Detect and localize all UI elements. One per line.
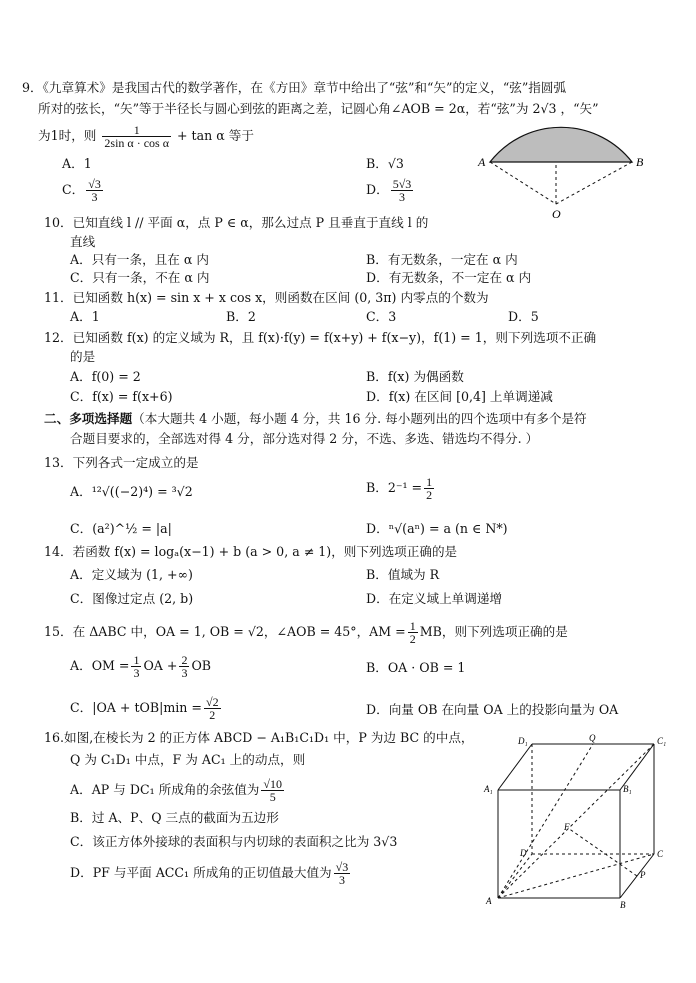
q9-option-d[interactable]	[366, 178, 415, 203]
q10-stem-line1: 10．已知直线 l // 平面 α，点 P ∈ α，那么过点 P 且垂直于直线 l 的	[44, 215, 429, 230]
q15-stem-start: 15．在 ΔABC 中，OA = 1, OB = √2，∠AOB = 45°，AM =	[44, 624, 406, 639]
q9-option-c-num: √3	[88, 177, 101, 191]
q9-option-d-label: D．	[366, 182, 389, 197]
q9-stem-line3-start: 为1时，则	[38, 128, 97, 143]
q14-option-b[interactable]: B．值域为 R	[366, 567, 440, 582]
q12-stem-line2: 的是	[70, 349, 96, 364]
cube-label-b1: B₁	[623, 784, 632, 794]
q15-option-b[interactable]: B．OA · OB = 1	[366, 660, 466, 675]
q14-option-d[interactable]: D．在定义域上单调递增	[366, 591, 503, 606]
q15-stem	[44, 620, 568, 645]
q9-stem-line3	[38, 124, 254, 149]
q15-stem-end: MB，则下列选项正确的是	[419, 624, 568, 639]
q14-option-c[interactable]: C．图像过定点 (2, b)	[70, 591, 194, 606]
section2-title: 二、多项选择题	[44, 411, 133, 426]
q13-option-a[interactable]: A．¹²√((−2)⁴) = ³√2	[70, 484, 193, 499]
q16-option-d-label: D．PF 与平面 ACC₁ 所成角的正切值最大值为	[70, 865, 332, 880]
q10-option-a[interactable]: A．只有一条，且在 α 内	[70, 252, 209, 267]
q9-stem-line2: 所对的弦长，“矢”等于半径长与圆心到弦的距离之差，记圆心角∠AOB = 2α，若“弦”为 2√3 ，“矢”	[38, 101, 599, 116]
q14-option-a[interactable]: A．定义域为 (1, +∞)	[70, 567, 193, 582]
q16-option-a-label: A．AP 与 DC₁ 所成角的余弦值为	[70, 782, 260, 797]
q16-option-d[interactable]	[70, 861, 352, 886]
q14-stem: 14．若函数 f(x) = logₐ(x−1) + b (a > 0, a ≠ 1)，则下列选项正确的是	[44, 544, 458, 559]
cube-diagonal-ac1	[498, 744, 654, 898]
q12-option-b[interactable]: B．f(x) 为偶函数	[366, 369, 464, 384]
q11-option-b[interactable]: B．2	[226, 309, 256, 324]
q11-option-a[interactable]: A．1	[70, 309, 100, 324]
q15-option-a-frac1	[131, 654, 141, 679]
cube-label-c: C	[657, 849, 664, 859]
q15-stem-frac	[408, 620, 418, 645]
q13-option-b[interactable]	[366, 476, 436, 501]
section2-desc-line1: （本大题共 4 小题，每小题 4 分，共 16 分. 每小题列出的四个选项中有多个是符	[132, 411, 587, 426]
cube-edge-a1d1	[498, 744, 532, 790]
q15-option-a-frac2	[179, 654, 189, 679]
cube-label-d: D	[520, 848, 527, 858]
q12-option-c[interactable]: C．f(x) = f(x+6)	[70, 389, 173, 404]
q15-option-a-d1: 3	[133, 666, 140, 680]
q16-option-b[interactable]: B．过 A、P、Q 三点的截面为五边形	[70, 810, 279, 825]
q9-option-c[interactable]	[62, 178, 105, 203]
q11-stem: 11．已知函数 h(x) = sin x + x cos x，则函数在区间 (0, 3π) 内零点的个数为	[44, 290, 489, 305]
q15-option-a-d2: 3	[181, 666, 188, 680]
cube-label-a1: A₁	[484, 784, 493, 794]
q15-stem-den: 2	[409, 632, 416, 646]
q9-arc-figure	[476, 118, 646, 222]
q11-option-d[interactable]: D．5	[508, 309, 539, 324]
q13-option-c[interactable]: C．(a²)^½ = |a|	[70, 521, 172, 536]
q13-option-b-num: 1	[426, 475, 433, 489]
section2-heading	[44, 411, 587, 427]
q16-option-d-den: 3	[338, 873, 345, 887]
q16-option-d-frac	[334, 861, 351, 886]
cube-label-p: P	[640, 870, 646, 880]
q13-option-b-label: B．2⁻¹ =	[366, 480, 423, 495]
q9-label-a: A	[478, 155, 486, 169]
q10-option-d[interactable]: D．有无数条，不一定在 α 内	[366, 270, 532, 285]
q15-option-c-label: C．|OA + tOB|min =	[70, 700, 202, 715]
q9-label-o: O	[552, 207, 561, 221]
q9-option-c-label: C．	[62, 182, 85, 197]
cube-line-aq	[498, 744, 593, 898]
section2-desc-line2: 合题目要求的，全部选对得 4 分，部分选对得 2 分，不选、多选、错选均不得分. ）	[70, 431, 539, 446]
q15-option-a-n2: 2	[181, 653, 188, 667]
q15-option-c-den: 2	[209, 708, 216, 722]
q9-stem-line1: 9．《九章算术》是我国古代的数学著作，在《方田》章节中给出了“弦”和“矢”的定义，“弦”指圆弧	[22, 80, 567, 95]
q12-stem-line1: 12．已知函数 f(x) 的定义域为 R，且 f(x)·f(y) = f(x+y) + f(x−y)，f(1) = 1，则下列选项不正确	[44, 330, 597, 345]
cube-label-q: Q	[589, 733, 596, 743]
q9-segment-shaded	[490, 127, 632, 162]
q13-stem: 13．下列各式一定成立的是	[44, 455, 199, 470]
q12-option-d[interactable]: D．f(x) 在区间 [0,4] 上单调递减	[366, 389, 553, 404]
q15-stem-num: 1	[409, 619, 416, 633]
q9-option-d-num: 5√3	[392, 177, 412, 191]
cube-label-b: B	[620, 900, 626, 908]
q12-option-a[interactable]: A．f(0) = 2	[70, 369, 141, 384]
q16-cube-figure	[480, 732, 670, 908]
q15-option-a-n1: 1	[133, 653, 140, 667]
cube-label-c1: C₁	[657, 736, 667, 746]
q10-option-b[interactable]: B．有无数条，一定在 α 内	[366, 252, 518, 267]
q9-option-c-frac	[86, 178, 103, 203]
q16-option-a-den: 5	[269, 790, 276, 804]
q9-fraction	[102, 124, 171, 149]
q15-option-a-mid: OA +	[143, 658, 178, 673]
q9-radius-ob	[556, 162, 632, 204]
cube-label-a: A	[486, 896, 492, 906]
q10-stem-line2: 直线	[70, 234, 96, 249]
q15-option-a-end: OB	[191, 658, 212, 673]
q13-option-d[interactable]: D．ⁿ√(aⁿ) = a (n ∈ N*)	[366, 521, 508, 536]
q16-stem-line2: Q 为 C₁D₁ 中点，F 为 AC₁ 上的动点，则	[70, 752, 306, 767]
q9-option-d-den: 3	[399, 190, 405, 204]
q9-option-b[interactable]: B．√3	[366, 156, 404, 171]
q9-option-d-frac	[391, 178, 414, 203]
q9-frac-num: 1	[102, 124, 171, 137]
cube-edge-ad	[498, 854, 532, 898]
q9-radius-oa	[490, 162, 556, 204]
q13-option-b-den: 2	[426, 488, 433, 502]
cube-label-f: F	[564, 822, 570, 832]
cube-label-d1: D₁	[518, 736, 528, 746]
q15-option-c[interactable]	[70, 696, 223, 721]
q9-frac-den: 2sin α · cos α	[104, 136, 169, 150]
q16-option-a-num: √10	[263, 777, 282, 791]
q16-option-c[interactable]: C．该正方体外接球的表面积与内切球的表面积之比为 3√3	[70, 834, 398, 849]
q16-option-a[interactable]	[70, 778, 286, 803]
q9-label-b: B	[636, 155, 644, 169]
q15-option-c-num: √2	[205, 695, 219, 709]
q11-option-c[interactable]: C．3	[366, 309, 397, 324]
q10-option-c[interactable]: C．只有一条，不在 α 内	[70, 270, 210, 285]
q16-stem-line1: 16.如图,在棱长为 2 的正方体 ABCD − A₁B₁C₁D₁ 中，P 为边 BC 的中点，	[44, 730, 474, 745]
q15-option-d[interactable]: D．向量 OB 在向量 OA 上的投影向量为 OA	[366, 702, 619, 717]
q15-option-a-label: A．OM =	[70, 658, 130, 673]
q9-option-a[interactable]: A．1	[62, 156, 92, 171]
q15-option-a[interactable]	[70, 654, 211, 679]
q9-stem-line3-end: + tan α 等于	[177, 128, 254, 143]
q16-option-d-num: √3	[335, 860, 349, 874]
q15-option-c-frac	[204, 696, 221, 721]
q9-option-c-den: 3	[91, 190, 98, 204]
q13-option-b-frac	[424, 476, 434, 501]
q16-option-a-frac	[261, 778, 284, 803]
